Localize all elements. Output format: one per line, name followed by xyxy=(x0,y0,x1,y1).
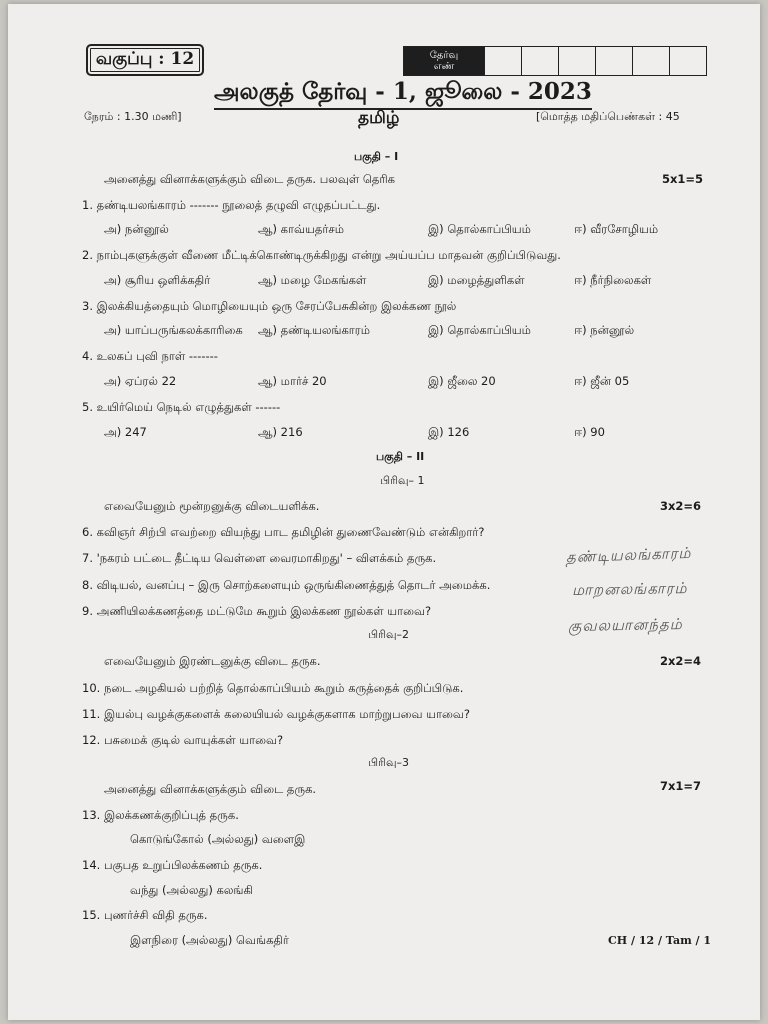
question-9: 9. அணியிலக்கணத்தை மட்டுமே கூறும் இலக்கண நூல்கள் யாவை? xyxy=(82,604,432,618)
section3-marks: 7x1=7 xyxy=(660,779,702,793)
option-c: இ) மழைத்துளிகள் xyxy=(428,273,525,287)
exam-number-box xyxy=(403,46,707,76)
option-a: அ) 247 xyxy=(104,425,147,439)
option-d: ஈ) நன்னூல் xyxy=(574,323,635,337)
section2-heading: பிரிவு–2 xyxy=(368,628,409,641)
question-13: 13. இலக்கணக்குறிப்புத் தருக. xyxy=(82,808,239,822)
question-14-sub: வந்து (அல்லது) கலங்கி xyxy=(130,883,253,897)
option-a: அ) யாப்பருங்கலக்காரிகை xyxy=(104,323,243,337)
handwritten-note: மாறனலங்காரம் xyxy=(571,578,688,600)
question-11: 11. இயல்பு வழக்குகளைக் கலையியல் வழக்குகளாக மாற்றுபவை யாவை? xyxy=(82,707,470,721)
option-b: ஆ) மார்ச் 20 xyxy=(258,374,327,388)
class-label: வகுப்பு : 12 xyxy=(86,44,204,76)
section3-instruction: அனைத்து வினாக்களுக்கும் விடை தருக. xyxy=(104,782,317,796)
question-1: 1. தண்டியலங்காரம் ------- நூலைத் தழுவி எழுதப்பட்டது. xyxy=(82,198,381,212)
section1-heading: பிரிவு– 1 xyxy=(380,474,425,487)
question-12: 12. பசுமைக் குடில் வாயுக்கள் யாவை? xyxy=(82,733,284,747)
exam-title: அலகுத் தேர்வு - 1, ஜூலை - 2023 xyxy=(214,78,592,110)
option-b: ஆ) 216 xyxy=(258,425,303,439)
question-4: 4. உலகப் புவி நாள் ------- xyxy=(82,349,218,363)
option-b: ஆ) காவ்யதர்சம் xyxy=(258,222,345,236)
section1-marks: 3x2=6 xyxy=(660,499,702,513)
part1-marks: 5x1=5 xyxy=(662,172,704,186)
section2-instruction: எவையேனும் இரண்டனுக்கு விடை தருக. xyxy=(104,654,321,668)
handwritten-note: தண்டியலங்காரம் xyxy=(565,543,692,567)
exam-number-cell xyxy=(521,47,558,75)
total-marks: [மொத்த மதிப்பெண்கள் : 45 xyxy=(536,110,680,123)
handwritten-note: குவலயானந்தம் xyxy=(567,615,683,636)
exam-number-cell xyxy=(484,47,521,75)
option-d: ஈ) ஜீன் 05 xyxy=(574,374,630,388)
question-7: 7. 'நகரம் பட்டை தீட்டிய வெள்ளை வைரமாகிறது' – விளக்கம் தருக. xyxy=(82,551,437,565)
option-c: இ) 126 xyxy=(428,425,470,439)
option-d: ஈ) வீரசோழியம் xyxy=(574,222,659,236)
option-a: அ) சூரிய ஒளிக்கதிர் xyxy=(104,273,211,287)
option-a: அ) நன்னூல் xyxy=(104,222,169,236)
option-d: ஈ) 90 xyxy=(574,425,605,439)
exam-number-cell xyxy=(669,47,706,75)
exam-number-cell xyxy=(632,47,669,75)
question-15: 15. புணர்ச்சி விதி தருக. xyxy=(82,908,208,922)
option-b: ஆ) மழை மேகங்கள் xyxy=(258,273,367,287)
part1-heading: பகுதி – I xyxy=(354,150,399,163)
section3-heading: பிரிவு–3 xyxy=(368,756,409,769)
question-6: 6. கவிஞர் சிற்பி எவற்றை வியந்து பாட தமிழின் துணைவேண்டும் என்கிறார்? xyxy=(82,525,485,539)
section2-marks: 2x2=4 xyxy=(660,654,702,668)
section1-instruction: எவையேனும் மூன்றனுக்கு விடையளிக்க. xyxy=(104,499,320,513)
option-d: ஈ) நீர்நிலைகள் xyxy=(574,273,652,287)
part1-instruction: அனைத்து வினாக்களுக்கும் விடை தருக. பலவுள் தெரிக xyxy=(104,172,395,186)
exam-number-label: தேர்வு எண் xyxy=(404,47,484,75)
question-2: 2. நாம்புகளுக்குள் வீணை மீட்டிக்கொண்டிருக்கிறது என்று அய்யப்ப மாதவன் குறிப்பிடுவது. xyxy=(82,248,561,262)
paper-code: CH / 12 / Tam / 1 xyxy=(608,934,712,947)
exam-number-cell xyxy=(595,47,632,75)
subject-title: தமிழ் xyxy=(358,108,400,128)
option-b: ஆ) தண்டியலங்காரம் xyxy=(258,323,371,337)
option-c: இ) ஜீலை 20 xyxy=(428,374,496,388)
question-3: 3. இலக்கியத்தையும் மொழியையும் ஒரு சேரப்பேசுகின்ற இலக்கண நூல் xyxy=(82,299,457,313)
question-5: 5. உயிர்மெய் நெடில் எழுத்துகள் ------ xyxy=(82,400,281,414)
time-label: நேரம் : 1.30 மணி] xyxy=(84,110,182,123)
question-14: 14. பகுபத உறுப்பிலக்கணம் தருக. xyxy=(82,858,263,872)
question-15-sub: இளநிரை (அல்லது) வெங்கதிர் xyxy=(130,933,289,947)
option-c: இ) தொல்காப்பியம் xyxy=(428,222,531,236)
part2-heading: பகுதி – II xyxy=(376,450,425,463)
option-c: இ) தொல்காப்பியம் xyxy=(428,323,531,337)
question-13-sub: கொடுங்கோல் (அல்லது) வளைஇ xyxy=(130,832,306,846)
question-8: 8. விடியல், வனப்பு – இரு சொற்களையும் ஒருங்கிணைத்துத் தொடர் அமைக்க. xyxy=(82,578,491,592)
exam-number-cell xyxy=(558,47,595,75)
option-a: அ) ஏப்ரல் 22 xyxy=(104,374,177,388)
question-10: 10. நடை அழகியல் பற்றித் தொல்காப்பியம் கூறும் கருத்தைக் குறிப்பிடுக. xyxy=(82,681,464,695)
